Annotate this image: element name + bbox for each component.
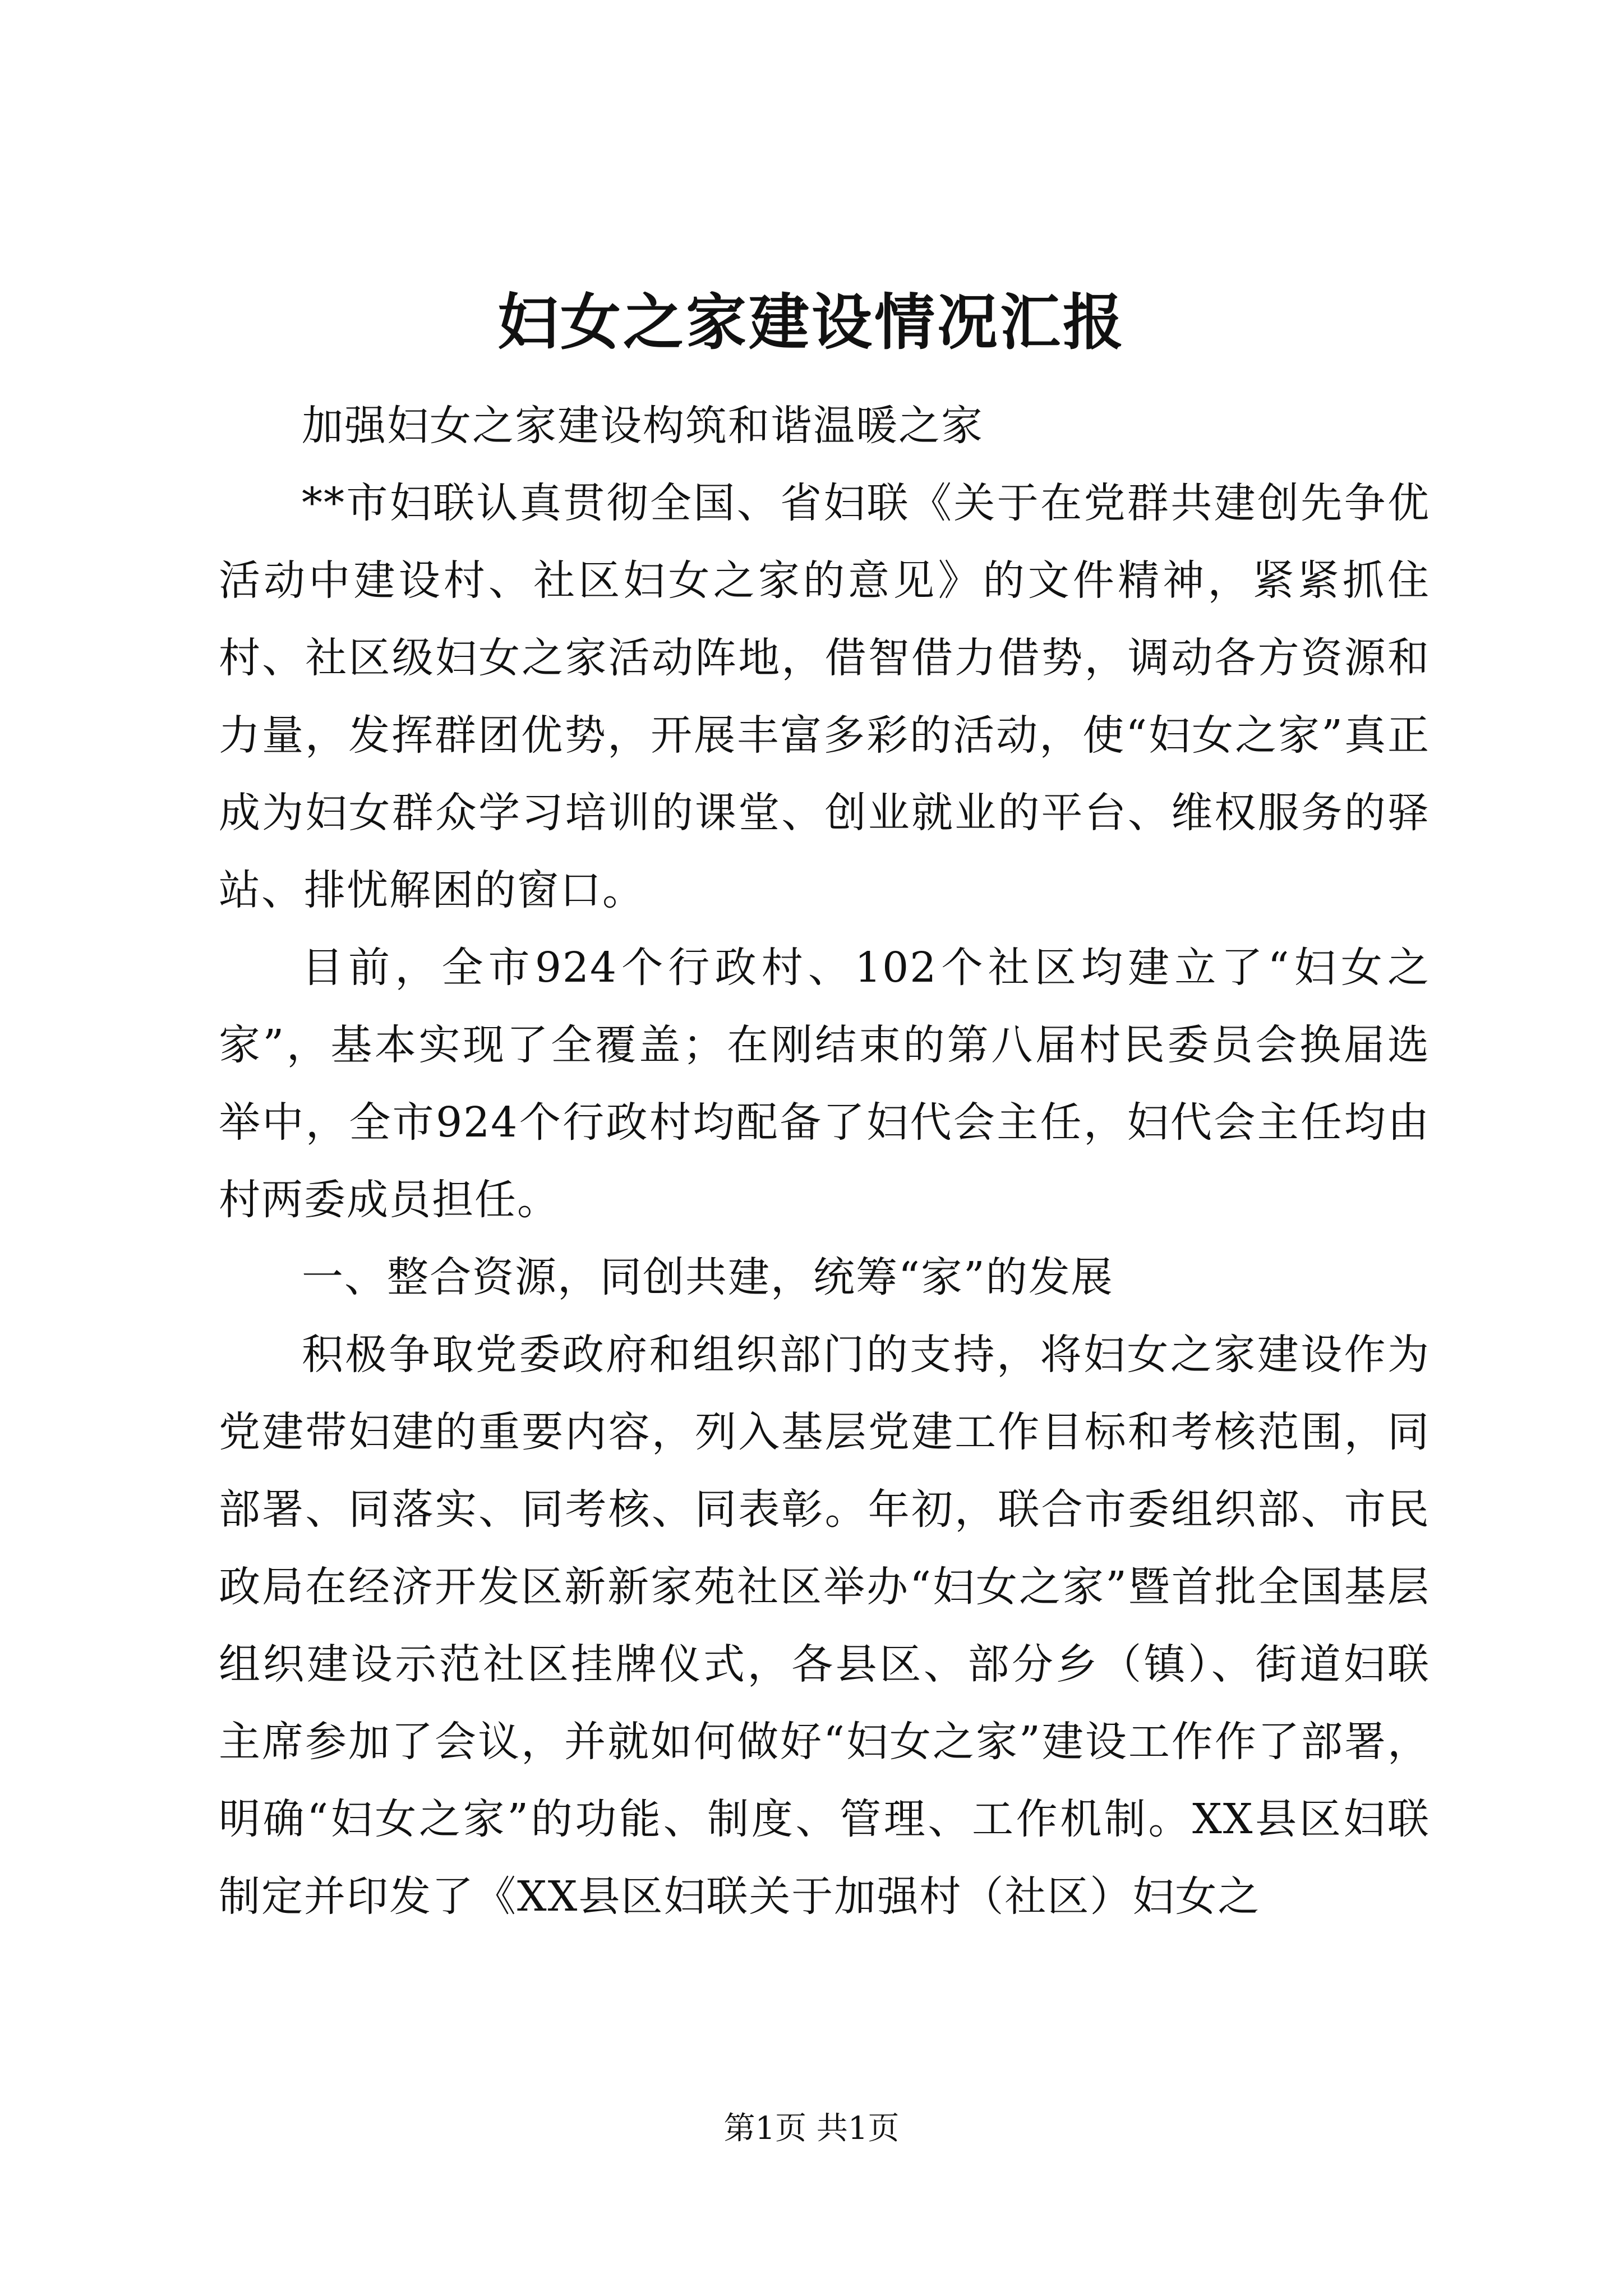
document-title: 妇女之家建设情况汇报 — [497, 287, 1126, 358]
paragraph-current-status: 目前，全市924个行政村、102个社区均建立了“妇女之家”，基本实现了全覆盖；在刚结束的第八届村民委员会换届选举中，全市924个行政村均配备了妇代会主任，妇代会主任均由村两委成员担任。 — [219, 944, 1430, 1224]
document-body — [219, 387, 1430, 1935]
paragraph-intro: **市妇联认真贯彻全国、省妇联《关于在党群共建创先争优活动中建设村、社区妇女之家的意见》的文件精神，紧紧抓住村、社区级妇女之家活动阵地，借智借力借势，调动各方资源和力量，发挥群团优势，开展丰富多彩的活动，使“妇女之家”真正成为妇女群众学习培训的课堂、创业就业的平台、维权服务的驿站、排忧解困的窗口。 — [219, 479, 1430, 914]
paragraph-section-1: 积极争取党委政府和组织部门的支持，将妇女之家建设作为党建带妇建的重要内容，列入基层党建工作目标和考核范围，同部署、同落实、同考核、同表彰。年初，联合市委组织部、市民政局在经济开发区新新家苑社区举办“妇女之家”暨首批全国基层组织建设示范社区挂牌仪式，各县区、部分乡（镇）、街道妇联主席参加了会议，并就如何做好“妇女之家”建设工作作了部署，明确“妇女之家”的功能、制度、管理、工作机制。XX县区妇联制定并印发了《XX县区妇联关于加强村（社区）妇女之 — [219, 1331, 1430, 1921]
section-heading-1: 一、整合资源，同创共建，统筹“家”的发展 — [302, 1253, 1114, 1301]
page-footer: 第1页 共1页 — [723, 2110, 900, 2147]
paragraph-subtitle: 加强妇女之家建设构筑和谐温暖之家 — [302, 402, 984, 450]
